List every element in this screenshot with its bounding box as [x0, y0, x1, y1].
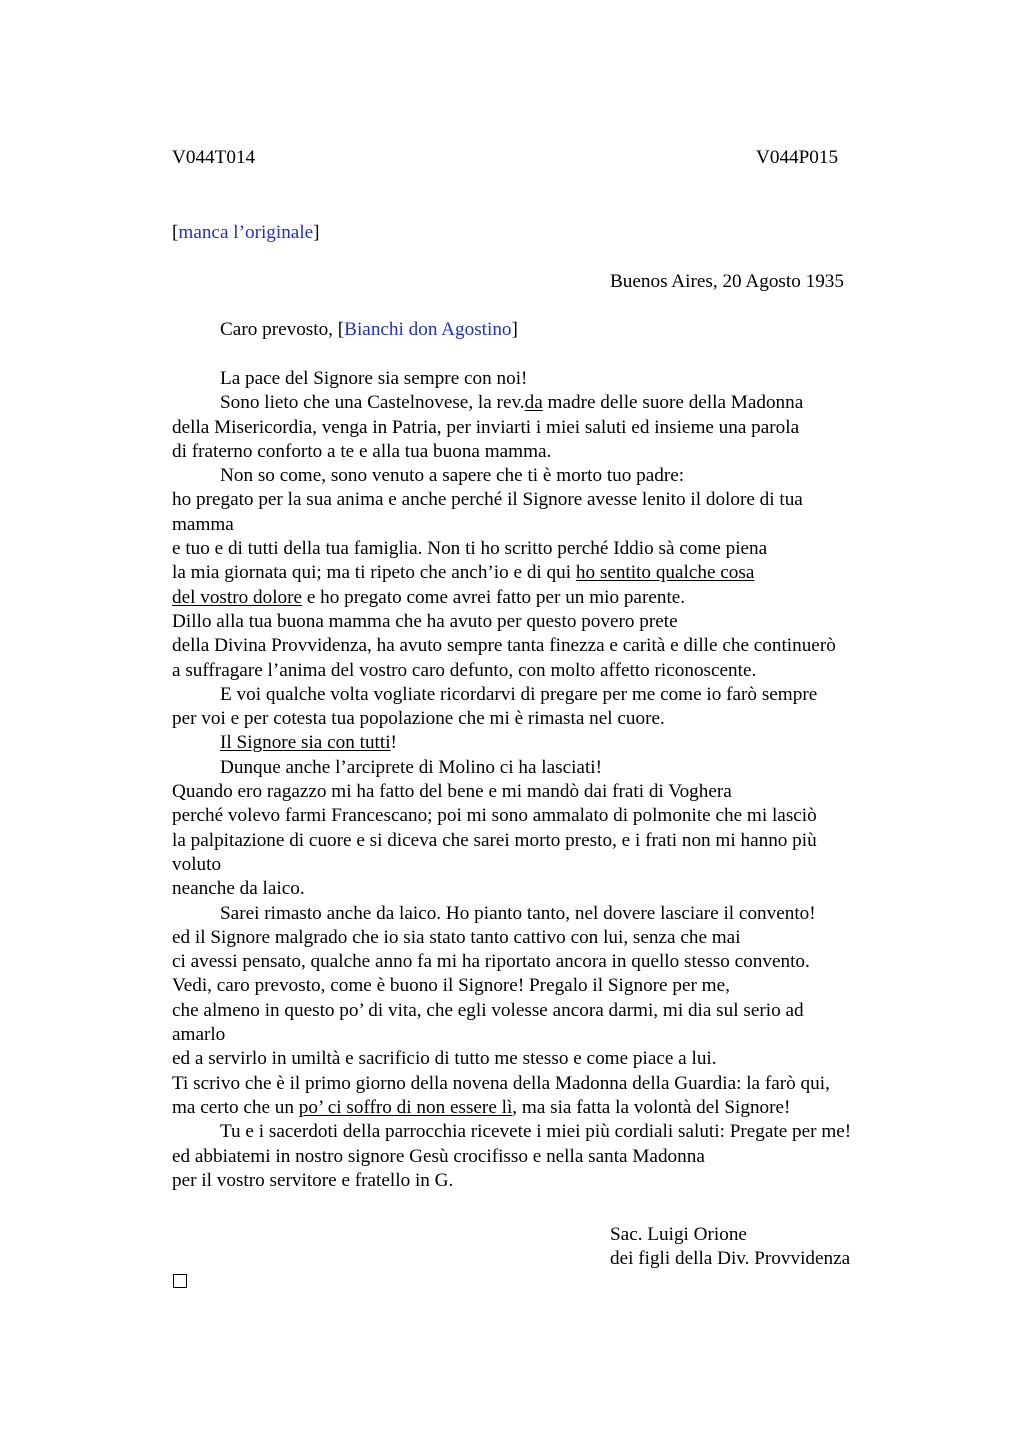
salutation-prefix: Caro prevosto, [ — [220, 319, 345, 340]
body-line: Sarei rimasto anche da laico. Ho pianto tanto, nel dovere lasciare il convento! — [220, 902, 816, 924]
body-line: Sono lieto che una Castelnovese, la rev.da madre delle suore della Madonna — [220, 392, 804, 414]
dateline: Buenos Aires, 20 Agosto 1935 — [610, 271, 844, 292]
body-line: della Misericordia, venga in Patria, per inviarti i miei saluti ed insieme una parola — [172, 416, 800, 438]
body-line: ed abbiatemi in nostro signore Gesù crocifisso e nella santa Madonna — [172, 1145, 705, 1167]
salutation-close: ] — [511, 319, 518, 340]
body-line: perché volevo farmi Francescano; poi mi sono ammalato di polmonite che mi lasciò — [172, 805, 817, 827]
letter-body — [172, 367, 892, 1193]
bracket-open: [ — [172, 222, 179, 243]
note-link[interactable]: manca l’originale — [178, 222, 314, 243]
body-line: neanche da laico. — [172, 878, 305, 900]
header-left-code: V044T014 — [172, 147, 256, 168]
body-line: Dillo alla tua buona mamma che ha avuto per questo povero prete — [172, 610, 678, 632]
header-right-code: V044P015 — [756, 147, 839, 168]
body-line: Il Signore sia con tutti! — [220, 732, 397, 754]
body-line: amarlo — [172, 1024, 226, 1046]
signature-name: Sac. Luigi Orione — [610, 1224, 747, 1245]
body-line: Quando ero ragazzo mi ha fatto del bene e mi mandò dai frati di Voghera — [172, 781, 732, 803]
underlined-text: po’ ci soffro di non essere lì — [298, 1096, 513, 1118]
body-line: mamma — [172, 513, 234, 535]
body-line: voluto — [172, 853, 222, 875]
body-line: della Divina Provvidenza, ha avuto sempre tanta finezza e carità e dille che continuerò — [172, 635, 836, 657]
body-line: a suffragare l’anima del vostro caro defunto, con molto affetto riconoscente. — [172, 659, 757, 681]
underlined-text: ho sentito qualche cosa — [575, 562, 755, 584]
body-line: ed a servirlo in umiltà e sacrificio di tutto me stesso e come piace a lui. — [172, 1048, 717, 1070]
body-line: la palpitazione di cuore e si diceva che sarei morto presto, e i frati non mi hanno più — [172, 829, 817, 851]
underlined-text: da — [524, 392, 543, 414]
body-line: e tuo e di tutti della tua famiglia. Non ti ho scritto perché Iddio sà come piena — [172, 538, 768, 560]
salutation — [220, 318, 518, 342]
body-line: la mia giornata qui; ma ti ripeto che anch’io e di qui ho sentito qualche cosa — [172, 562, 755, 584]
underlined-text: del vostro dolore — [172, 586, 303, 608]
body-line: di fraterno conforto a te e alla tua buona mamma. — [172, 440, 552, 462]
body-line: per voi e per cotesta tua popolazione che mi è rimasta nel cuore. — [172, 708, 665, 730]
body-line: Tu e i sacerdoti della parrocchia ricevete i miei più cordiali saluti: Pregate per me! — [220, 1121, 852, 1143]
body-line: La pace del Signore sia sempre con noi! — [220, 368, 528, 389]
underlined-text: Il Signore sia con tutti — [220, 732, 391, 754]
body-line: E voi qualche volta vogliate ricordarvi di pregare per me come io farò sempre — [220, 683, 818, 705]
editorial-note — [172, 221, 320, 245]
body-line: ed il Signore malgrado che io sia stato tanto cattivo con lui, senza che mai — [172, 926, 741, 948]
body-line: Dunque anche l’arciprete di Molino ci ha lasciati! — [220, 756, 602, 778]
recipient-link[interactable]: Bianchi don Agostino — [344, 319, 512, 340]
bracket-close: ] — [313, 222, 320, 243]
body-line: per il vostro servitore e fratello in G. — [172, 1169, 454, 1191]
body-line: del vostro dolore e ho pregato come avrei fatto per un mio parente. — [172, 586, 686, 608]
body-line: ma certo che un po’ ci soffro di non essere lì, ma sia fatta la volontà del Signore! — [172, 1096, 791, 1118]
body-line: Vedi, caro prevosto, come è buono il Signore! Pregalo il Signore per me, — [172, 975, 730, 997]
body-line: ho pregato per la sua anima e anche perché il Signore avesse lenito il dolore di tua — [172, 489, 803, 511]
body-line: che almeno in questo po’ di vita, che egli volesse ancora darmi, mi dia sul serio ad — [172, 999, 804, 1021]
body-line: Ti scrivo che è il primo giorno della novena della Madonna della Guardia: la farò qui, — [172, 1072, 830, 1094]
signature-title: dei figli della Div. Provvidenza — [610, 1248, 851, 1269]
end-square-icon — [173, 1274, 187, 1288]
body-line: Non so come, sono venuto a sapere che ti è morto tuo padre: — [220, 465, 685, 487]
body-line: ci avessi pensato, qualche anno fa mi ha riportato ancora in quello stesso convento. — [172, 951, 810, 973]
